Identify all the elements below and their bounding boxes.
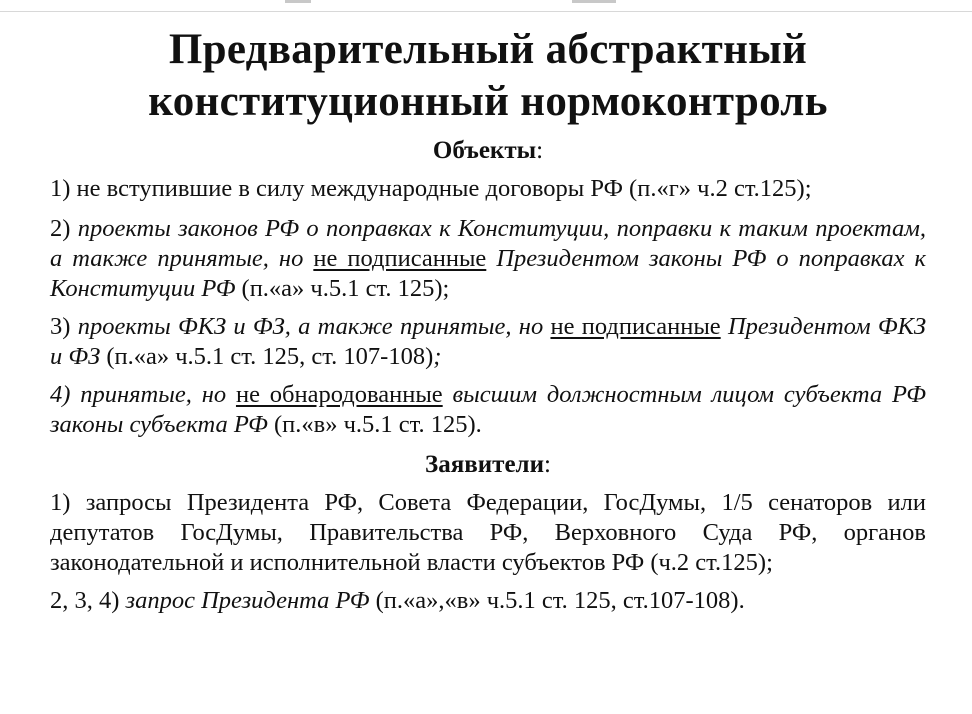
title-line-1: Предварительный абстрактный [168,26,808,73]
item-number: 2, 3, 4) [50,587,126,614]
item-text: запросы Президента РФ, Совета Федерации, ГосДумы, 1/5 сенаторов или депутатов ГосДумы, Правительства РФ, Верховного Суда РФ, органов законодательной и исполнительной власти субъектов РФ (ч.2 ст.125); [50,489,926,576]
item-italic-text: Президентом законы РФ о поправках к Конституции РФ [50,245,926,302]
applicant-item-2 [50,586,926,616]
viewer-top-bar [0,0,972,12]
toolbar-mark [285,0,311,3]
objects-heading [50,134,926,168]
item-italic-text: высшим должностным лицом субъекта РФ законы субъекта РФ [50,381,926,438]
item-reference: (п.«а» ч.5.1 ст. 125); [235,275,450,302]
objects-heading-label: Объекты [432,137,537,164]
item-number: 1) [50,175,77,202]
object-item-1 [50,174,926,204]
item-italic-text: принятые, но [80,381,236,408]
object-item-3 [50,312,926,372]
object-item-2 [50,214,926,304]
item-number: 2) [50,215,78,242]
item-number: 3) [50,313,78,340]
applicants-heading-colon: : [543,451,551,478]
title-line-2: конституционный нормоконтроль [148,78,828,125]
item-italic-text: проекты законов РФ о поправках к Конституции, поправки к таким проектам, а также принятые, но [50,215,926,272]
item-tail: ; [433,343,442,370]
page-title [50,24,926,128]
slide-content [50,24,926,624]
item-number: 4) [50,381,81,408]
item-reference: (п.«а» ч.5.1 ст. 125, ст. 107-108) [100,343,434,370]
applicants-heading [50,448,926,482]
applicant-item-1 [50,488,926,578]
objects-heading-colon: : [536,137,544,164]
applicants-heading-label: Заявители [425,451,544,478]
item-underlined-text: не подписанные [313,245,487,272]
item-reference: (п.«в» ч.5.1 ст. 125). [267,411,482,438]
item-italic-text: проекты ФКЗ и ФЗ, а также принятые, но [77,313,551,340]
item-italic-text: запрос Президента РФ [125,587,370,614]
object-item-4 [50,380,926,440]
item-number: 1) [50,489,86,516]
item-underlined-text: не обнародованные [235,381,443,408]
toolbar-mark [572,0,616,3]
item-italic-text: Президентом ФКЗ и ФЗ [50,313,926,370]
item-underlined-text: не подписанные [550,313,721,340]
item-reference: (п.«а»,«в» ч.5.1 ст. 125, ст.107-108). [369,587,745,614]
item-text: не вступившие в силу международные договоры РФ (п.«г» ч.2 ст.125); [76,175,812,202]
